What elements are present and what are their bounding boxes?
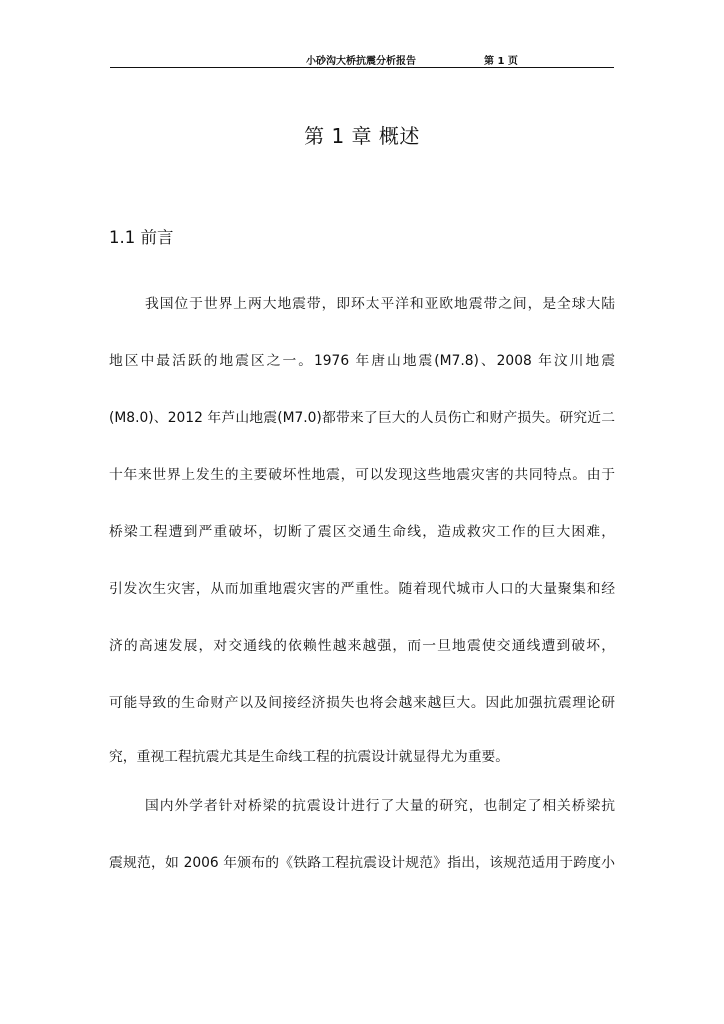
section-heading: 1.1 前言	[109, 228, 174, 247]
paragraph-1-line-7: 济的高速发展，对交通线的依赖性越来越强，而一旦地震使交通线遭到破坏，	[109, 638, 615, 654]
paragraph-1-line-2: 地区中最活跃的地震区之一。1976 年唐山地震(M7.8)、2008 年汶川地震	[109, 353, 615, 369]
paragraph-2-line-1: 国内外学者针对桥梁的抗震设计进行了大量的研究，也制定了相关桥梁抗	[145, 798, 615, 814]
header-divider	[110, 67, 614, 68]
paragraph-1-line-9: 究，重视工程抗震尤其是生命线工程的抗震设计就显得尤为重要。	[109, 749, 510, 765]
paragraph-1-line-1: 我国位于世界上两大地震带，即环太平洋和亚欧地震带之间，是全球大陆	[145, 296, 615, 312]
paragraph-1-line-3: (M8.0)、2012 年芦山地震(M7.0)都带来了巨大的人员伤亡和财产损失。研究近二	[109, 410, 615, 426]
paragraph-1-line-5: 桥梁工程遭到严重破坏，切断了震区交通生命线，造成救灾工作的巨大困难，	[109, 524, 615, 540]
page-header	[0, 48, 724, 68]
chapter-title: 第 1 章 概述	[304, 124, 420, 148]
paragraph-1-line-8: 可能导致的生命财产以及间接经济损失也将会越来越巨大。因此加强抗震理论研	[109, 695, 615, 711]
paragraph-2-line-2: 震规范，如 2006 年颁布的《铁路工程抗震设计规范》指出，该规范适用于跨度小	[109, 855, 615, 871]
paragraph-1-line-4: 十年来世界上发生的主要破坏性地震，可以发现这些地震灾害的共同特点。由于	[109, 467, 615, 483]
header-title: 小砂沟大桥抗震分析报告	[306, 56, 416, 67]
header-page-number: 第 1 页	[484, 56, 518, 67]
paragraph-1-line-6: 引发次生灾害，从而加重地震灾害的严重性。随着现代城市人口的大量聚集和经	[109, 581, 615, 597]
